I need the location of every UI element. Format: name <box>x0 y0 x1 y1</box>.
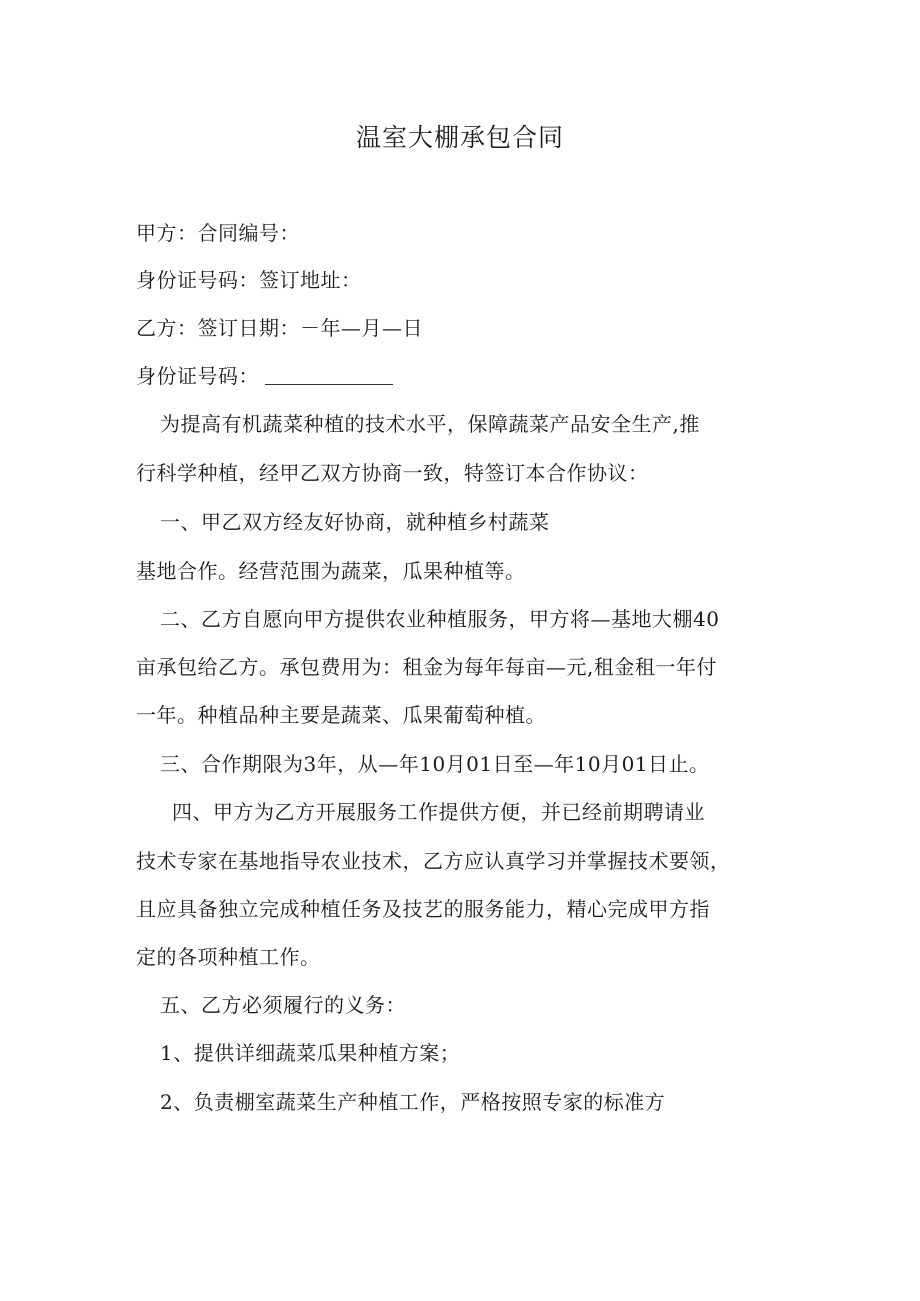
preamble-line-1: 为提高有机蔬菜种植的技术水平，保障蔬菜产品安全生产,推 <box>160 412 700 436</box>
clause-1-line-1: 一、甲乙双方经友好协商，就种植乡村蔬菜 <box>160 510 550 534</box>
clause-2-line-2: 亩承包给乙方。承包费用为：租金为每年每亩—元,租金租一年付 <box>136 655 717 679</box>
clause-4-line-2: 技术专家在基地指导农业技术，乙方应认真学习并掌握技术要领， <box>136 849 731 873</box>
party-b-line: 乙方：签订日期：－年—月—日 <box>136 316 423 340</box>
clause-5-item-1: 1、提供详细蔬菜瓜果种植方案； <box>160 1041 461 1065</box>
clause-2-line-1: 二、乙方自愿向甲方提供农业种植服务，甲方将—基地大棚40 <box>160 607 720 631</box>
clause-3-line-1: 三、合作期限为3年，从—年10月01日至—年10月01日止。 <box>160 752 710 776</box>
clause-4-line-4: 定的各项种植工作。 <box>136 945 321 969</box>
party-a-id-line: 身份证号码：签订地址： <box>136 268 362 292</box>
preamble-line-2: 行科学种植，经甲乙双方协商一致，特签订本合作协议： <box>136 461 649 485</box>
id-blank-underline <box>265 364 393 385</box>
clause-5-item-2: 2、负责棚室蔬菜生产种植工作，严格按照专家的标准方 <box>160 1090 666 1114</box>
clause-2-line-3: 一年。种植品种主要是蔬菜、瓜果葡萄种植。 <box>136 703 546 727</box>
clause-4-line-3: 且应具备独立完成种植任务及技艺的服务能力，精心完成甲方指 <box>136 897 710 921</box>
clause-4-line-1: 四、甲方为乙方开展服务工作提供方便，并已经前期聘请业 <box>172 800 705 824</box>
clause-1-line-2: 基地合作。经营范围为蔬菜，瓜果种植等。 <box>136 559 526 583</box>
party-b-id-line <box>136 361 393 391</box>
clause-5-heading: 五、乙方必须履行的义务： <box>160 993 406 1017</box>
party-a-line: 甲方：合同编号： <box>136 221 300 245</box>
party-b-id-label: 身份证号码： <box>136 364 259 388</box>
document-title: 温室大棚承包合同 <box>355 123 564 152</box>
